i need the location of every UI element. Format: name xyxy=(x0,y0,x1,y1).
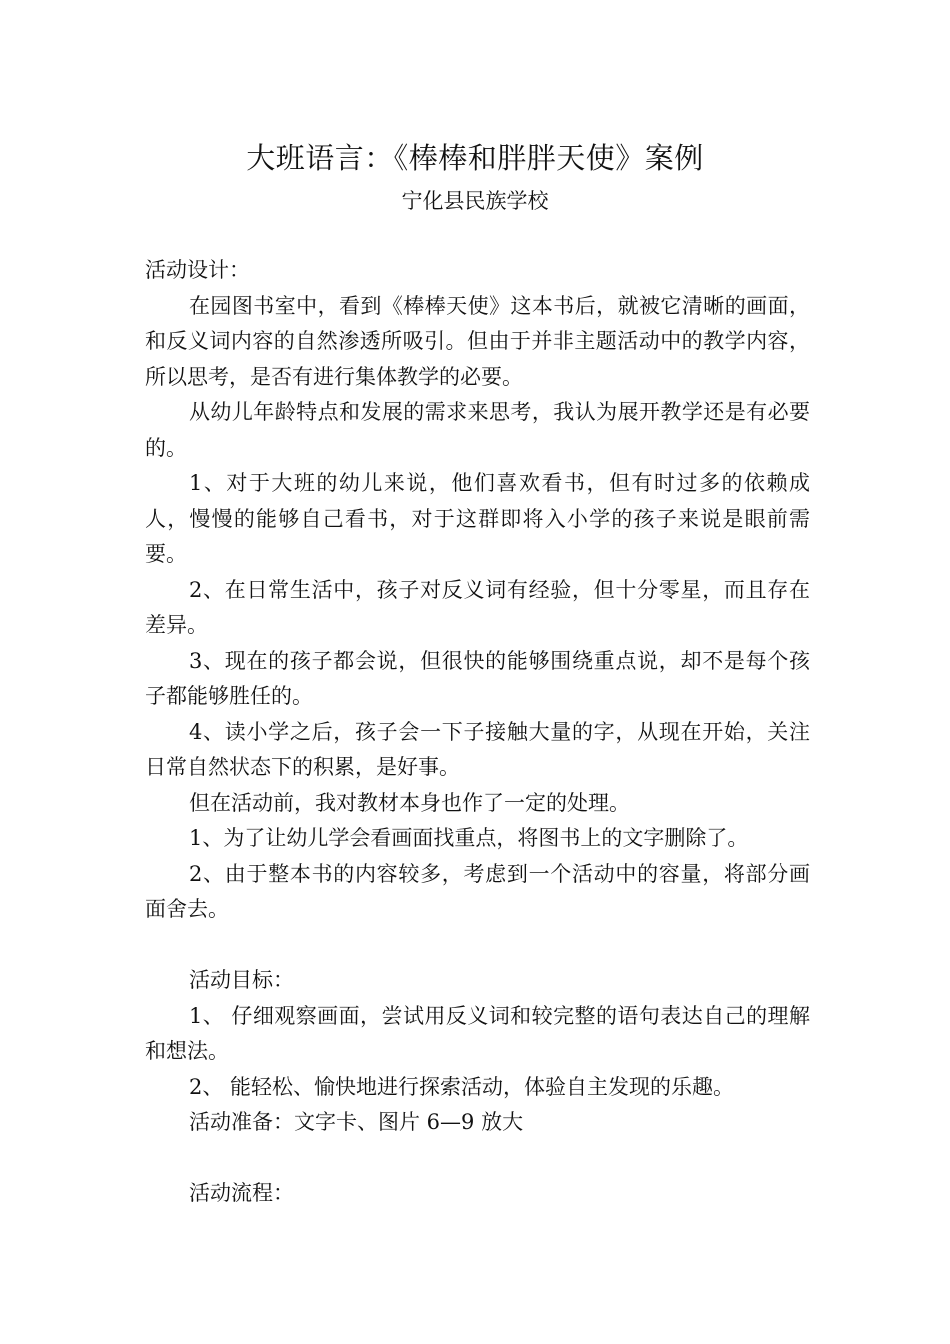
paragraph: 2、由于整本书的内容较多，考虑到一个活动中的容量，将部分画面舍去。 xyxy=(145,861,810,921)
paragraph: 1、为了让幼儿学会看画面找重点，将图书上的文字删除了。 xyxy=(189,826,749,850)
section-heading-goals: 活动目标： xyxy=(189,968,294,992)
document-subtitle: 宁化县民族学校 xyxy=(401,189,549,213)
document-title: 大班语言：《棒棒和胖胖天使》案例 xyxy=(246,141,704,175)
document-body xyxy=(145,253,810,1212)
section-heading-design: 活动设计： xyxy=(145,258,250,282)
spacer xyxy=(145,928,810,964)
paragraph: 4、读小学之后，孩子会一下子接触大量的字，从现在开始，关注日常自然状态下的积累，是好事。 xyxy=(145,719,810,779)
paragraph: 但在活动前，我对教材本身也作了一定的处理。 xyxy=(189,790,630,815)
section-preparation: 活动准备：文字卡、图片 6—9 放大 xyxy=(189,1110,524,1134)
paragraph: 1、对于大班的幼儿来说，他们喜欢看书，但有时过多的依赖成人，慢慢的能够自己看书，对于这群即将入小学的孩子来说是眼前需要。 xyxy=(145,471,810,566)
spacer xyxy=(145,1141,810,1177)
section-heading-process: 活动流程： xyxy=(189,1181,294,1205)
goal-item: 1、 仔细观察画面，尝试用反义词和较完整的语句表达自己的理解和想法。 xyxy=(145,1003,810,1063)
paragraph: 2、在日常生活中，孩子对反义词有经验，但十分零星，而且存在差异。 xyxy=(145,577,810,637)
paragraph: 在园图书室中，看到《棒棒天使》这本书后，就被它清晰的画面，和反义词内容的自然渗透所吸引。但由于并非主题活动中的教学内容，所以思考，是否有进行集体教学的必要。 xyxy=(145,293,810,389)
paragraph: 从幼儿年龄特点和发展的需求来思考，我认为展开教学还是有必要的。 xyxy=(145,400,810,460)
goal-item: 2、 能轻松、愉快地进行探索活动，体验自主发现的乐趣。 xyxy=(189,1074,735,1099)
paragraph: 3、现在的孩子都会说，但很快的能够围绕重点说，却不是每个孩子都能够胜任的。 xyxy=(145,648,810,708)
